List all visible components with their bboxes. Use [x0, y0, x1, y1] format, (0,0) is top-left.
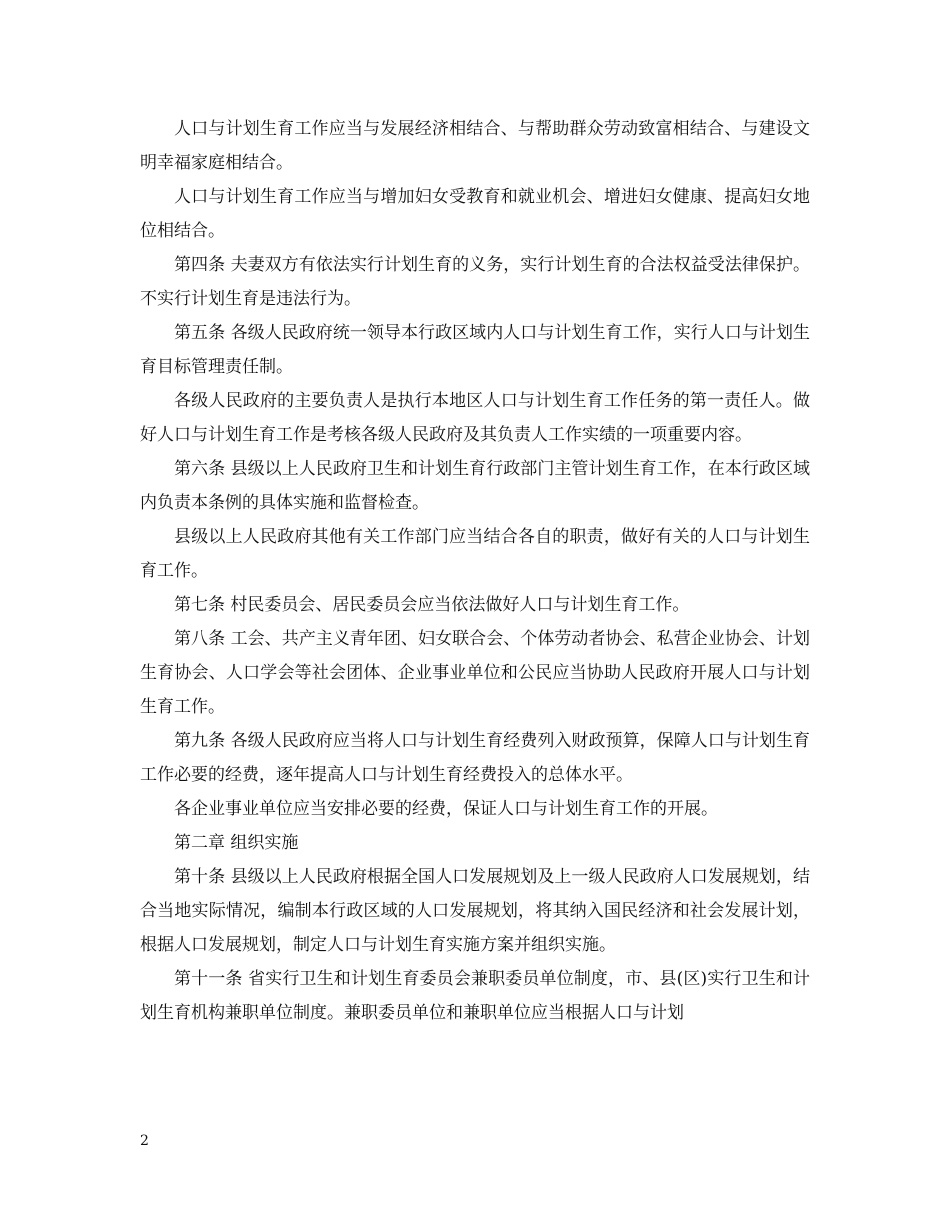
- chapter-heading: 第二章 组织实施: [174, 833, 299, 853]
- paragraph: 县级以上人民政府其他有关工作部门应当结合各自的职责，做好有关的人口与计划生育工作。: [140, 527, 810, 581]
- paragraph: 人口与计划生育工作应当与发展经济相结合、与帮助群众劳动致富相结合、与建设文明幸福家庭相结合。: [140, 119, 810, 173]
- paragraph: 人口与计划生育工作应当与增加妇女受教育和就业机会、增进妇女健康、提高妇女地位相结合。: [140, 187, 810, 241]
- paragraph: 第七条 村民委员会、居民委员会应当依法做好人口与计划生育工作。: [174, 595, 690, 615]
- paragraph: 第八条 工会、共产主义青年团、妇女联合会、个体劳动者协会、私营企业协会、计划生育协会、人口学会等社会团体、企业事业单位和公民应当协助人民政府开展人口与计划生育工作。: [140, 629, 810, 717]
- paragraph: 第十一条 省实行卫生和计划生育委员会兼职委员单位制度，市、县(区)实行卫生和计划生育机构兼职单位制度。兼职委员单位和兼职单位应当根据人口与计划: [140, 969, 810, 1023]
- paragraph: 第五条 各级人民政府统一领导本行政区域内人口与计划生育工作，实行人口与计划生育目标管理责任制。: [140, 323, 810, 377]
- document-body: [140, 112, 810, 1030]
- paragraph: 第十条 县级以上人民政府根据全国人口发展规划及上一级人民政府人口发展规划，结合当地实际情况，编制本行政区域的人口发展规划，将其纳入国民经济和社会发展计划，根据人口发展规划，制定人口与计划生育实施方案并组织实施。: [140, 867, 810, 955]
- paragraph: 各级人民政府的主要负责人是执行本地区人口与计划生育工作任务的第一责任人。做好人口与计划生育工作是考核各级人民政府及其负责人工作实绩的一项重要内容。: [140, 391, 810, 445]
- paragraph: 各企业事业单位应当安排必要的经费，保证人口与计划生育工作的开展。: [174, 799, 718, 819]
- paragraph: 第九条 各级人民政府应当将人口与计划生育经费列入财政预算，保障人口与计划生育工作必要的经费，逐年提高人口与计划生育经费投入的总体水平。: [140, 731, 810, 785]
- paragraph: 第四条 夫妻双方有依法实行计划生育的义务，实行计划生育的合法权益受法律保护。不实行计划生育是违法行为。: [140, 255, 810, 309]
- paragraph: 第六条 县级以上人民政府卫生和计划生育行政部门主管计划生育工作，在本行政区域内负责本条例的具体实施和监督检查。: [140, 459, 810, 513]
- page-number: 2: [140, 1133, 149, 1149]
